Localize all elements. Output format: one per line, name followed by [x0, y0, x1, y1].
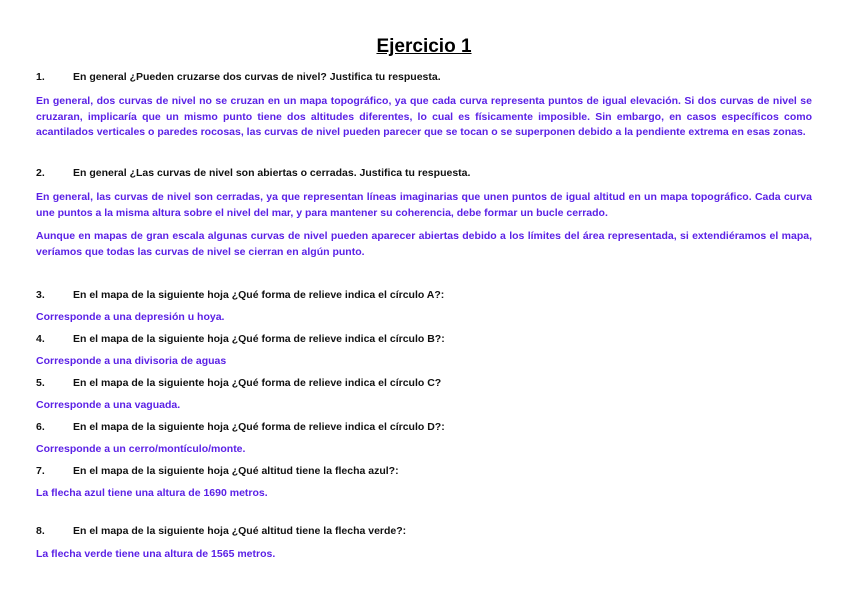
question-number: 7.: [36, 465, 45, 477]
answer-2a: En general, las curvas de nivel son cerradas, ya que representan líneas imaginarias que unen puntos de igual altitud en un mapa topográfico. Cada curva une puntos a la misma altura sobre el nivel del mar, y para mantener su coherencia, debe formar un bucle cerrado.: [36, 191, 812, 219]
question-number: 3.: [36, 289, 45, 301]
question-text: En general ¿Pueden cruzarse dos curvas de nivel? Justifica tu respuesta.: [73, 71, 441, 83]
question-number: 1.: [36, 71, 45, 83]
question-5: [36, 377, 816, 389]
question-text: En el mapa de la siguiente hoja ¿Qué forma de relieve indica el círculo B?:: [73, 333, 445, 345]
answer-6: Corresponde a un cerro/montículo/monte.: [36, 443, 246, 455]
question-number: 8.: [36, 525, 45, 537]
question-7: [36, 465, 816, 477]
question-number: 5.: [36, 377, 45, 389]
question-4: [36, 333, 816, 345]
answer-3: Corresponde a una depresión u hoya.: [36, 311, 225, 323]
question-number: 2.: [36, 167, 45, 179]
question-number: 4.: [36, 333, 45, 345]
answer-1: En general, dos curvas de nivel no se cruzan en un mapa topográfico, ya que cada curva representa puntos de igual elevación. Si dos curvas de nivel se cruzaran, implicaría que un mismo punto tiene dos altitudes diferentes, lo cual es físicamente imposible. Sin embargo, en casos específicos como acantilados verticales o paredes rocosas, las curvas de nivel pueden parecer que se tocan o se superponen debido a la pendiente extrema en esas zonas.: [36, 95, 812, 139]
question-6: [36, 421, 816, 433]
question-number: 6.: [36, 421, 45, 433]
question-8: [36, 525, 816, 537]
question-3: [36, 289, 816, 301]
answer-4: Corresponde a una divisoria de aguas: [36, 355, 227, 367]
question-text: En general ¿Las curvas de nivel son abiertas o cerradas. Justifica tu respuesta.: [73, 167, 471, 179]
answer-5: Corresponde a una vaguada.: [36, 399, 181, 411]
answer-2b: Aunque en mapas de gran escala algunas curvas de nivel pueden aparecer abiertas debido a los límites del área representada, si extendiéramos el mapa, veríamos que todas las curvas de nivel se cierran en algún punto.: [36, 230, 812, 258]
question-text: En el mapa de la siguiente hoja ¿Qué forma de relieve indica el círculo D?:: [73, 421, 445, 433]
question-text: En el mapa de la siguiente hoja ¿Qué forma de relieve indica el círculo C?: [73, 377, 442, 389]
question-2: [36, 167, 816, 179]
answer-8: La flecha verde tiene una altura de 1565 metros.: [36, 548, 276, 560]
question-text: En el mapa de la siguiente hoja ¿Qué altitud tiene la flecha azul?:: [73, 465, 399, 477]
question-1: [36, 71, 816, 83]
question-text: En el mapa de la siguiente hoja ¿Qué altitud tiene la flecha verde?:: [73, 525, 407, 537]
answer-7: La flecha azul tiene una altura de 1690 metros.: [36, 487, 268, 499]
question-text: En el mapa de la siguiente hoja ¿Qué forma de relieve indica el círculo A?:: [73, 289, 445, 301]
page-title: Ejercicio 1: [376, 36, 472, 57]
